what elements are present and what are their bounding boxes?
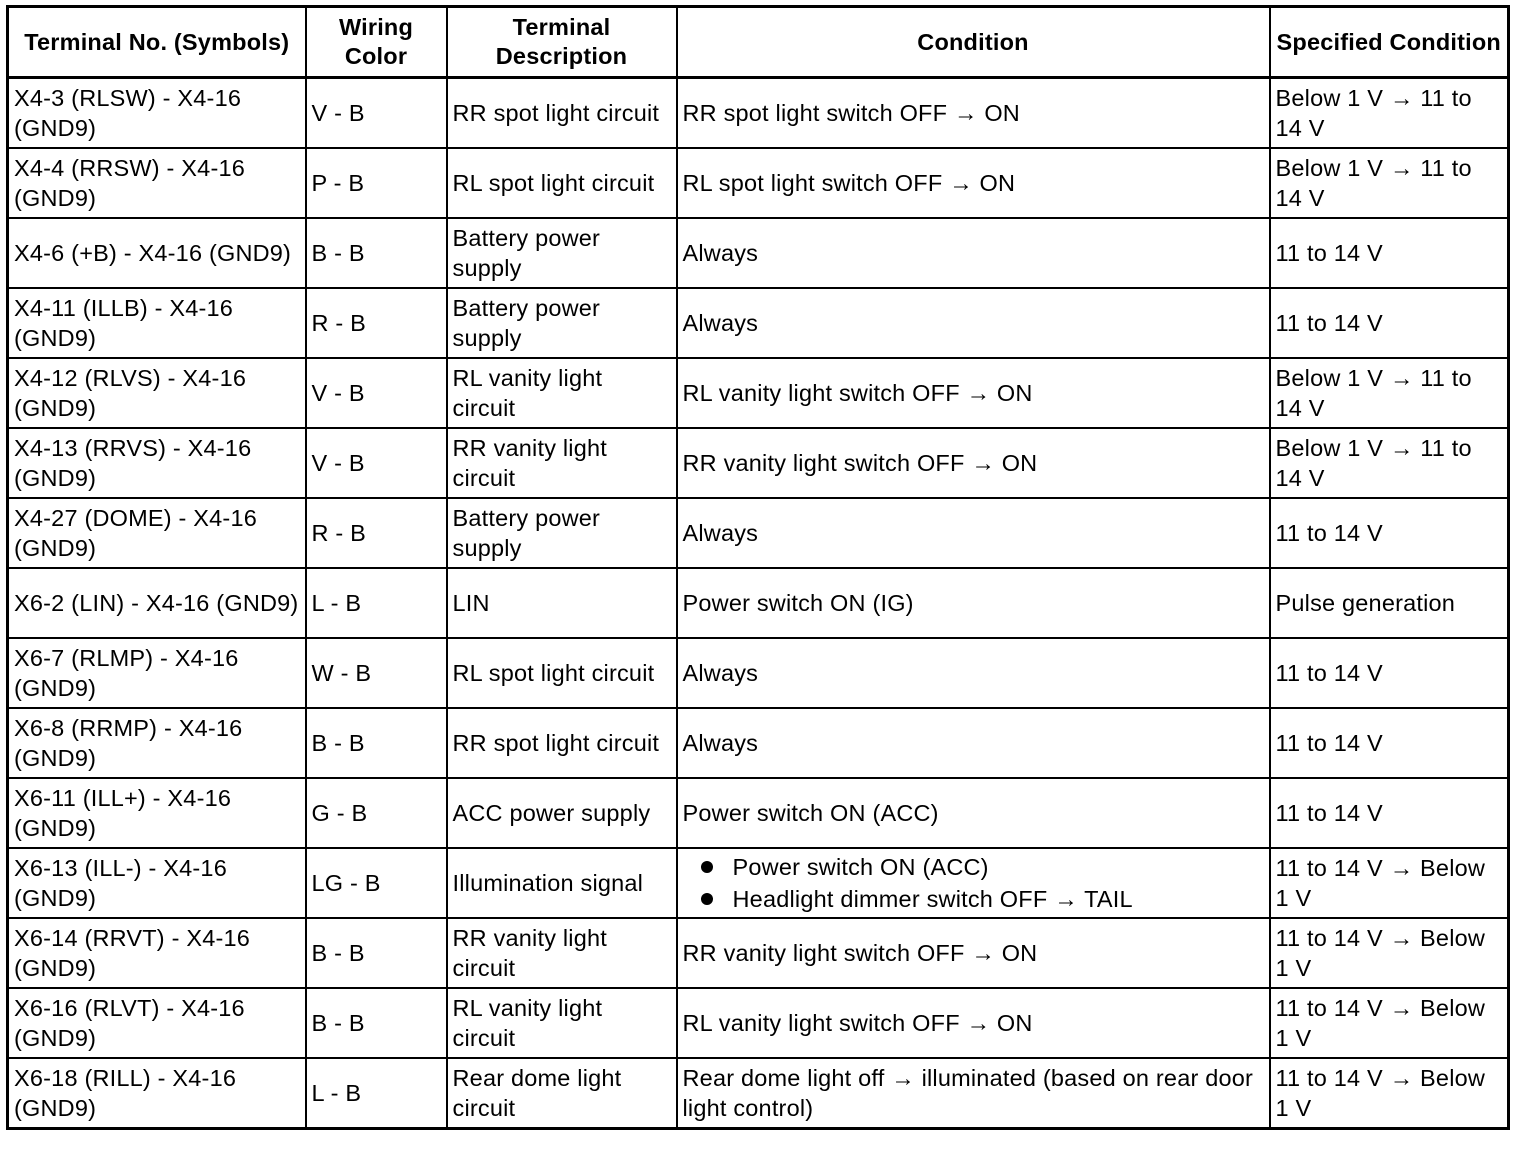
- table-header: [8, 7, 1509, 78]
- cell-terminal: X4-11 (ILLB) - X4-16 (GND9): [8, 288, 306, 358]
- cell-wiring-color: LG - B: [306, 848, 447, 918]
- table-row: [8, 568, 1509, 638]
- table-row: [8, 358, 1509, 428]
- cell-wiring-color: W - B: [306, 638, 447, 708]
- cell-description: RR vanity light circuit: [447, 428, 677, 498]
- cell-description: LIN: [447, 568, 677, 638]
- cell-wiring-color: B - B: [306, 918, 447, 988]
- cell-description: RR spot light circuit: [447, 708, 677, 778]
- condition-bullet-item: Headlight dimmer switch OFF → TAIL: [699, 883, 1264, 915]
- table-body: [8, 78, 1509, 1129]
- header-condition: Condition: [677, 7, 1270, 78]
- cell-condition: RR vanity light switch OFF → ON: [677, 428, 1270, 498]
- cell-description: RR vanity light circuit: [447, 918, 677, 988]
- cell-specified-condition: 11 to 14 V: [1270, 288, 1509, 358]
- table-row: [8, 218, 1509, 288]
- table-row: [8, 78, 1509, 149]
- cell-description: ACC power supply: [447, 778, 677, 848]
- table-row: [8, 638, 1509, 708]
- cell-condition: Always: [677, 708, 1270, 778]
- cell-terminal: X6-7 (RLMP) - X4-16 (GND9): [8, 638, 306, 708]
- document-page: [6, 5, 1507, 1130]
- cell-condition: RR spot light switch OFF → ON: [677, 78, 1270, 149]
- header-wiring-color: Wiring Color: [306, 7, 447, 78]
- cell-description: Rear dome light circuit: [447, 1058, 677, 1129]
- cell-condition: Always: [677, 498, 1270, 568]
- cell-condition: Power switch ON (ACC): [677, 778, 1270, 848]
- cell-condition: Always: [677, 218, 1270, 288]
- cell-terminal: X6-18 (RILL) - X4-16 (GND9): [8, 1058, 306, 1129]
- table-row: [8, 848, 1509, 918]
- cell-terminal: X6-8 (RRMP) - X4-16 (GND9): [8, 708, 306, 778]
- cell-description: Illumination signal: [447, 848, 677, 918]
- table-row: [8, 428, 1509, 498]
- cell-description: Battery power supply: [447, 218, 677, 288]
- header-specified-condition: Specified Condition: [1270, 7, 1509, 78]
- cell-description: RR spot light circuit: [447, 78, 677, 149]
- cell-specified-condition: 11 to 14 V → Below 1 V: [1270, 918, 1509, 988]
- table-row: [8, 1058, 1509, 1129]
- table-row: [8, 288, 1509, 358]
- cell-condition: RL spot light switch OFF → ON: [677, 148, 1270, 218]
- cell-terminal: X4-4 (RRSW) - X4-16 (GND9): [8, 148, 306, 218]
- cell-terminal: X4-13 (RRVS) - X4-16 (GND9): [8, 428, 306, 498]
- cell-specified-condition: 11 to 14 V: [1270, 778, 1509, 848]
- cell-terminal: X6-16 (RLVT) - X4-16 (GND9): [8, 988, 306, 1058]
- table-row: [8, 708, 1509, 778]
- cell-specified-condition: 11 to 14 V: [1270, 218, 1509, 288]
- cell-specified-condition: Below 1 V → 11 to 14 V: [1270, 358, 1509, 428]
- cell-condition: Always: [677, 638, 1270, 708]
- cell-specified-condition: 11 to 14 V: [1270, 708, 1509, 778]
- table-row: [8, 988, 1509, 1058]
- condition-bullet-item: Power switch ON (ACC): [699, 851, 1264, 883]
- cell-specified-condition: Below 1 V → 11 to 14 V: [1270, 78, 1509, 149]
- cell-wiring-color: R - B: [306, 288, 447, 358]
- cell-terminal: X6-13 (ILL-) - X4-16 (GND9): [8, 848, 306, 918]
- cell-condition: RL vanity light switch OFF → ON: [677, 988, 1270, 1058]
- terminal-inspection-table: [6, 5, 1510, 1130]
- cell-description: RL spot light circuit: [447, 148, 677, 218]
- cell-description: RL vanity light circuit: [447, 988, 677, 1058]
- cell-wiring-color: V - B: [306, 78, 447, 149]
- table-row: [8, 778, 1509, 848]
- cell-description: Battery power supply: [447, 498, 677, 568]
- cell-terminal: X4-6 (+B) - X4-16 (GND9): [8, 218, 306, 288]
- cell-specified-condition: 11 to 14 V: [1270, 638, 1509, 708]
- cell-condition: RR vanity light switch OFF → ON: [677, 918, 1270, 988]
- cell-wiring-color: P - B: [306, 148, 447, 218]
- table-row: [8, 918, 1509, 988]
- cell-wiring-color: B - B: [306, 708, 447, 778]
- cell-specified-condition: 11 to 14 V → Below 1 V: [1270, 848, 1509, 918]
- cell-wiring-color: L - B: [306, 1058, 447, 1129]
- cell-wiring-color: B - B: [306, 988, 447, 1058]
- cell-terminal: X6-2 (LIN) - X4-16 (GND9): [8, 568, 306, 638]
- cell-specified-condition: 11 to 14 V → Below 1 V: [1270, 1058, 1509, 1129]
- cell-wiring-color: V - B: [306, 428, 447, 498]
- cell-wiring-color: B - B: [306, 218, 447, 288]
- cell-description: RL vanity light circuit: [447, 358, 677, 428]
- cell-specified-condition: Pulse generation: [1270, 568, 1509, 638]
- cell-terminal: X4-27 (DOME) - X4-16 (GND9): [8, 498, 306, 568]
- cell-specified-condition: 11 to 14 V: [1270, 498, 1509, 568]
- cell-wiring-color: V - B: [306, 358, 447, 428]
- cell-wiring-color: G - B: [306, 778, 447, 848]
- cell-wiring-color: R - B: [306, 498, 447, 568]
- cell-specified-condition: Below 1 V → 11 to 14 V: [1270, 148, 1509, 218]
- cell-description: Battery power supply: [447, 288, 677, 358]
- cell-terminal: X4-3 (RLSW) - X4-16 (GND9): [8, 78, 306, 149]
- cell-specified-condition: Below 1 V → 11 to 14 V: [1270, 428, 1509, 498]
- cell-terminal: X6-14 (RRVT) - X4-16 (GND9): [8, 918, 306, 988]
- cell-condition: [677, 848, 1270, 918]
- cell-condition: Rear dome light off → illuminated (based on rear door light control): [677, 1058, 1270, 1129]
- cell-specified-condition: 11 to 14 V → Below 1 V: [1270, 988, 1509, 1058]
- cell-wiring-color: L - B: [306, 568, 447, 638]
- cell-condition: Always: [677, 288, 1270, 358]
- header-row: [8, 7, 1509, 78]
- cell-description: RL spot light circuit: [447, 638, 677, 708]
- cell-condition: Power switch ON (IG): [677, 568, 1270, 638]
- table-row: [8, 498, 1509, 568]
- table-row: [8, 148, 1509, 218]
- cell-terminal: X6-11 (ILL+) - X4-16 (GND9): [8, 778, 306, 848]
- header-terminal-no: Terminal No. (Symbols): [8, 7, 306, 78]
- cell-condition: RL vanity light switch OFF → ON: [677, 358, 1270, 428]
- condition-bullet-list: [683, 851, 1264, 915]
- cell-terminal: X4-12 (RLVS) - X4-16 (GND9): [8, 358, 306, 428]
- header-terminal-description: Terminal Description: [447, 7, 677, 78]
